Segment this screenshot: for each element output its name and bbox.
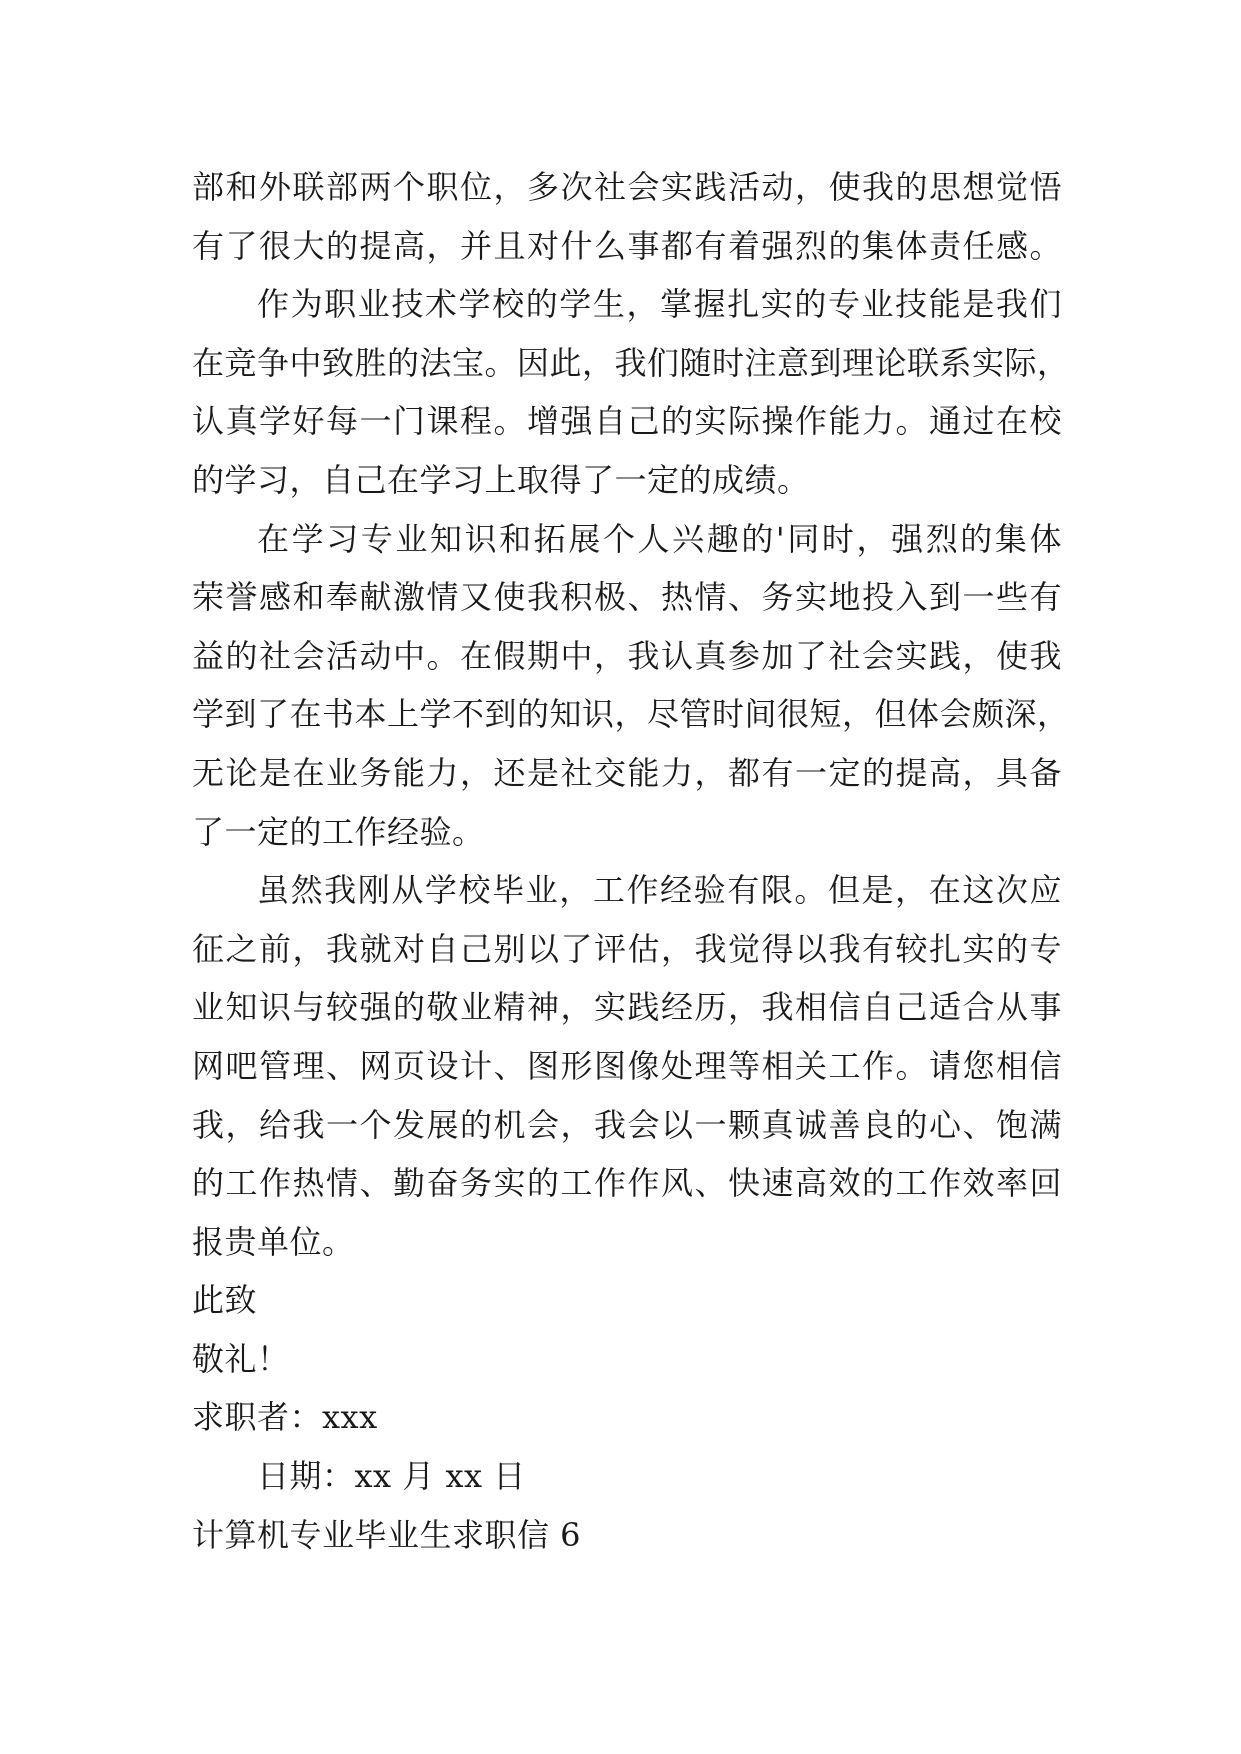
section-heading: 计算机专业毕业生求职信 6 — [192, 1515, 582, 1554]
text-line: 益的社会活动中。在假期中，我认真参加了社会实践，使我 — [192, 636, 1062, 675]
text-line: 的工作热情、勤奋务实的工作作风、快速高效的工作效率回 — [192, 1164, 1062, 1203]
text-line: 认真学好每一门课程。增强自己的实际操作能力。通过在校 — [192, 402, 1062, 441]
text-line: 有了很大的提高，并且对什么事都有着强烈的集体责任感。 — [192, 226, 1062, 265]
paragraph-start-line: 虽然我刚从学校毕业，工作经验有限。但是，在这次应 — [257, 871, 1062, 910]
letter-body — [192, 158, 1070, 1564]
text-line: 的学习，自己在学习上取得了一定的成绩。 — [192, 460, 810, 499]
text-line: 学到了在书本上学不到的知识，尽管时间很短，但体会颇深， — [192, 695, 1070, 734]
text-line: 荣誉感和奉献激情又使我积极、热情、务实地投入到一些有 — [192, 578, 1062, 617]
text-line: 部和外联部两个职位，多次社会实践活动，使我的思想觉悟 — [192, 168, 1062, 206]
applicant-signature: 求职者：xxx — [192, 1398, 378, 1437]
closing-regards: 敬礼！ — [192, 1339, 290, 1378]
paragraph-start-line: 在学习专业知识和拓展个人兴趣的'同时，强烈的集体 — [257, 519, 1062, 558]
text-line: 征之前，我就对自己别以了评估，我觉得以我有较扎实的专 — [192, 929, 1062, 968]
text-line: 报贵单位。 — [192, 1222, 355, 1261]
text-line: 业知识与较强的敬业精神，实践经历，我相信自己适合从事 — [192, 988, 1062, 1027]
letter-date: 日期：xx 月 xx 日 — [257, 1457, 526, 1496]
paragraph-start-line: 作为职业技术学校的学生，掌握扎实的专业技能是我们 — [257, 285, 1062, 324]
text-line: 我，给我一个发展的机会，我会以一颗真诚善良的心、饱满 — [192, 1105, 1062, 1144]
text-line: 网吧管理、网页设计、图形图像处理等相关工作。请您相信 — [192, 1046, 1062, 1085]
closing-salutation: 此致 — [192, 1281, 258, 1320]
text-line: 在竞争中致胜的法宝。因此，我们随时注意到理论联系实际， — [192, 343, 1070, 382]
text-line: 了一定的工作经验。 — [192, 812, 485, 851]
text-line: 无论是在业务能力，还是社交能力，都有一定的提高，具备 — [192, 753, 1062, 792]
